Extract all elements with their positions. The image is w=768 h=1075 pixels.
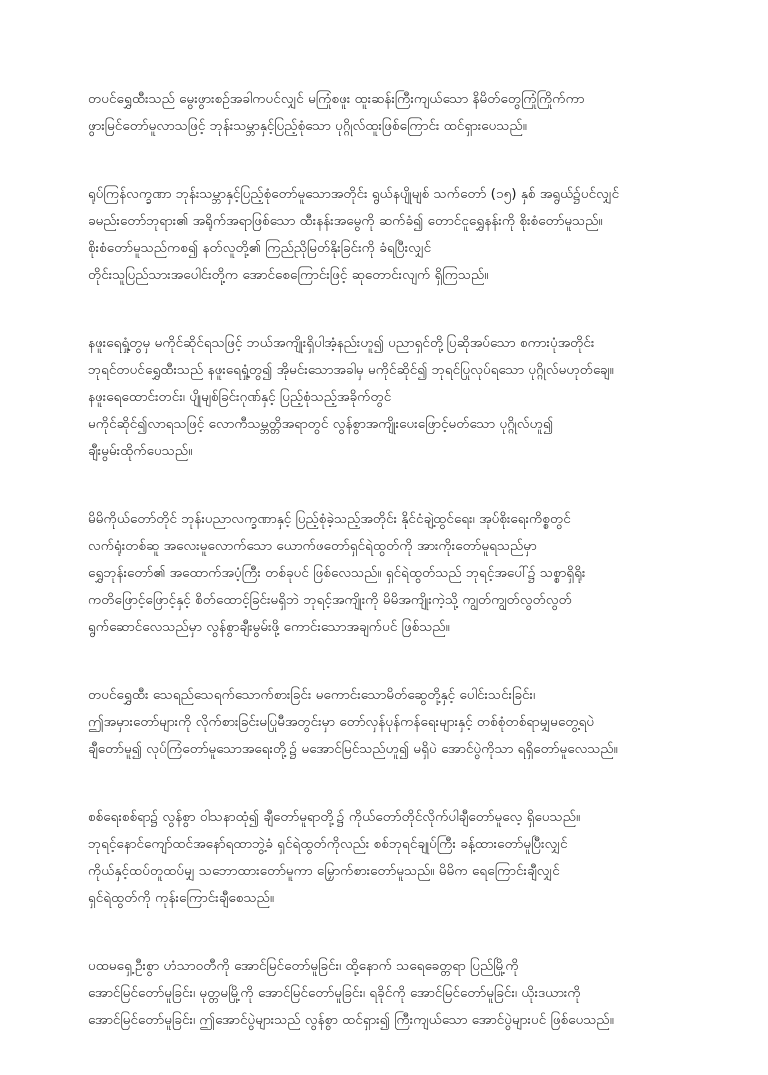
text-line: စိုးစံတော်မူသည်ကစ၍ နတ်လူတို့၏ ကြည်ညိုမြတ်နိုးခြင်းကို ခံရပြီးလျှင် bbox=[88, 240, 432, 256]
text-line: ဖွားမြင်တော်မူလာသဖြင့် ဘုန်းသမ္ဘာနှင့်ပြည့်စုံသော ပုဂ္ဂိုလ်ထူးဖြစ်ကြောင်း ထင်ရှားပေသည်။ bbox=[88, 118, 527, 134]
text-line: စစ်ရေးစစ်ရာ၌ လွန်စွာ ဝါသနာထုံ၍ ချီတော်မူရာတို့၌ ကိုယ်တော်တိုင်လိုက်ပါချီတော်မူလေ့ ရှိပေသည်။ bbox=[88, 809, 581, 825]
text-line: ကတိဖြောင့်ဖြောင့်နှင့် စိတ်ထောင့်ခြင်းမရှိဘဲ ဘုရင့်အကျိုးကို မိမိအကျိုးကဲ့သို့ ကျွတ်ကျွတ်လွတ်လွတ် bbox=[88, 592, 572, 608]
paragraph bbox=[88, 804, 700, 912]
text-line: နဖူးရေရှုံ့တွမှ မကိုင်ဆိုင်ရသဖြင့် ဘယ်အကျိုးရှိပါအံ့နည်းဟူ၍ ပညာရှင်တို့ပြဆိုအပ်သော စကားပုံအတိုင်း bbox=[88, 335, 595, 351]
text-line: အောင်မြင်တော်မူခြင်း၊ ဤအောင်ပွဲများသည် လွန်စွာ ထင်ရှား၍ ကြီးကျယ်သော အောင်ပွဲများပင် ဖြစ်ပေသည်။ bbox=[88, 1012, 614, 1028]
text-line: ရွက်ဆောင်လေသည်မှာ လွန်စွာချီးမွမ်းဖို့ ကောင်းသောအချက်ပင် ဖြစ်သည်။ bbox=[88, 619, 450, 635]
text-line: ရုပ်ကြန်လက္ခဏာ ဘုန်းသမ္ဘာနှင့်ပြည့်စုံတော်မူသောအတိုင်း ရွယ်နပျိုမျစ် သက်တော် (၁၅) နှစ် အရွယ်၌ပင်လျှင် bbox=[88, 186, 620, 202]
text-line: မကိုင်ဆိုင်၍လာရသဖြင့် လောကီသမ္ဘတ္တိအရာတွင် လွန်စွာအကျိုးပေးဖြောင့်မတ်သော ပုဂ္ဂိုလ်ဟူ၍ bbox=[88, 416, 554, 432]
text-line: တပင်ရွှေထီးသည် မွေးဖွားစဉ်အခါကပင်လျှင် မကြုံစဖူး ထူးဆန်းကြီးကျယ်သော နိမိတ်တွေကြုံကြိုက်ကာ bbox=[88, 91, 585, 107]
text-line: ဤအမှားတော်များကို လိုက်စားခြင်းမပြုမီအတွင်းမှာ တော်လှန်ပုန်ကန်ရေးများနှင့် တစ်စုံတစ်ရာမျှမတွေ့ရပဲ bbox=[88, 714, 595, 730]
text-line: ရှင်ရဲထွတ်ကို ကုန်းကြောင်းချီစေသည်။ bbox=[88, 890, 274, 906]
text-line: တိုင်းသူပြည်သားအပေါင်းတို့က အောင်စေကြောင်းဖြင့် ဆုတောင်းလျက် ရှိကြသည်။ bbox=[88, 267, 489, 283]
paragraph bbox=[88, 86, 700, 140]
document-body bbox=[88, 86, 700, 1075]
text-line: ရွှေဘုန်းတော်၏ အထောက်အပံ့ကြီး တစ်ခုပင် ဖြစ်လေသည်။ ရှင်ရဲထွတ်သည် ဘုရင့်အပေါ်၌ သစ္စာရှိရိုး bbox=[88, 565, 586, 581]
text-line: တပင်ရွှေထီး သေရည်သေရက်သောက်စားခြင်း မကောင်းသောမိတ်ဆွေတို့နှင့် ပေါင်းသင်းခြင်း၊ bbox=[88, 687, 536, 703]
text-line: အောင်မြင်တော်မူခြင်း၊ မုတ္တမမြို့ကို အောင်မြင်တော်မူခြင်း၊ ရခိုင်ကို အောင်မြင်တော်မူခြင်း၊ ယိုးဒယားကို bbox=[88, 985, 581, 1001]
text-line: ပထမရှေ့ဦးစွာ ဟံသာဝတီကို အောင်မြင်တော်မူခြင်း၊ ထို့နောက် သရေခေတ္တရာ ပြည်မြို့ကို bbox=[88, 958, 519, 974]
text-line: ခမည်းတော်ဘုရား၏ အရိုက်အရာဖြစ်သော ထီးနန်းအမွေကို ဆက်ခံ၍ တောင်ငူရွှေနန်းကို စိုးစံတော်မူသည်။ bbox=[88, 213, 603, 229]
text-line: ချီတော်မူ၍ လုပ်ကြံတော်မူသောအရေးတို့၌ မအောင်မြင်သည်ဟူ၍ မရှိပဲ အောင်ပွဲကိုသာ ရရှိတော်မူလေသည်။ bbox=[88, 741, 618, 757]
text-line: ချီးမွမ်းထိုက်ပေသည်။ bbox=[88, 443, 193, 459]
paragraph bbox=[88, 953, 700, 1034]
text-line: လက်ရုံးတစ်ဆူ အလေးမူလောက်သော ယောက်ဖတော်ရှင်ရဲထွတ်ကို အားကိုးတော်မူရသည်မှာ bbox=[88, 538, 537, 554]
text-line: ကိုယ်နှင့်ထပ်တူထပ်မျှ သဘောထားတော်မူကာ မြှောက်စားတော်မူသည်။ မိမိက ရေကြောင်းချီလျှင် bbox=[88, 863, 560, 879]
text-line: ဘုရင်တပင်ရွှေထီးသည် နဖူးရေရှုံ့တွ၍ အိုမင်းသောအခါမှ မကိုင်ဆိုင်၍ ဘုရင်ပြုလုပ်ရသော ပုဂ္ဂိုလ်မဟုတ်ချေ။ bbox=[88, 362, 614, 378]
paragraph bbox=[88, 682, 700, 763]
text-line: မိမိကိုယ်တော်တိုင် ဘုန်းပညာလက္ခဏာနှင့် ပြည့်စုံခဲ့သည့်အတိုင်း နိုင်ငံချဲ့ထွင်ရေး၊ အုပ်စိုးရေးကိစ္စတွင် bbox=[88, 511, 571, 527]
paragraph bbox=[88, 181, 700, 289]
paragraph bbox=[88, 506, 700, 641]
text-line: ဘုရင့်နောင်ကျော်ထင်အနော်ရထာဘွဲ့ခံ ရှင်ရဲထွတ်ကိုလည်း စစ်ဘုရင်ချုပ်ကြီး ခန့်ထားတော်မူပြီးလျှင် bbox=[88, 836, 568, 852]
paragraph bbox=[88, 330, 700, 465]
text-line: နဖူးရေထောင်းတင်း၊ ပျိုမျစ်ခြင်းဂုဏ်နှင့် ပြည့်စုံသည့်အခိုက်တွင် bbox=[88, 389, 392, 405]
